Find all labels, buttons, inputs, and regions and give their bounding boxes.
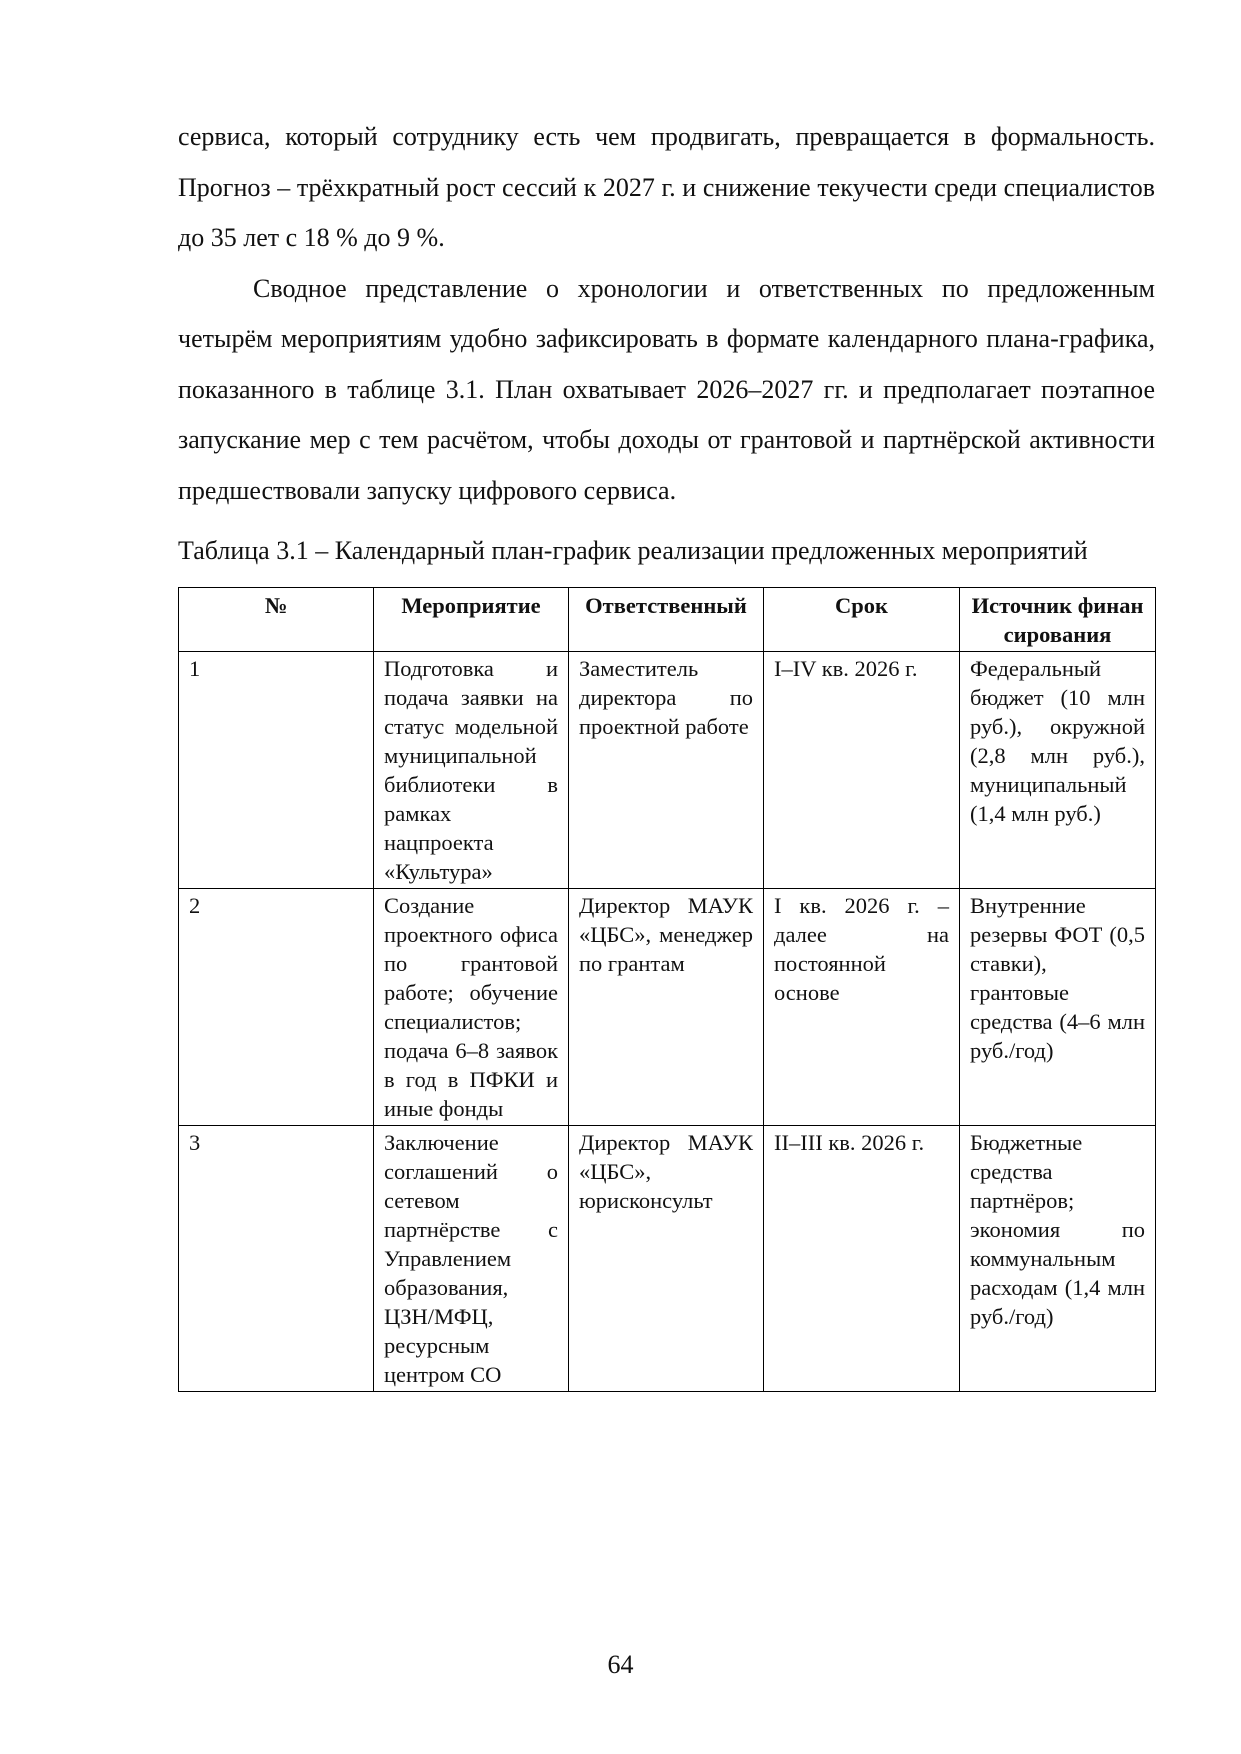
schedule-table [178,587,1156,1392]
cell-activity: Заключение соглашений о сетевом партнёрстве с Управлением образования, ЦЗН/МФЦ, ресурсным центром СО [374,1125,569,1391]
table-row [179,651,1156,888]
cell-activity: Создание проектного офиса по грантовой работе; обучение специалистов; подача 6–8 заявок в год в ПФКИ и иные фонды [374,888,569,1125]
cell-number: 1 [179,651,374,888]
paragraph-2: Сводное представление о хронологии и ответственных по предложенным четырём мероприятиям удобно зафиксировать в формате календарного плана-графика, показанного в таблице 3.1. План охватывает 2026–2027 гг. и предполагает поэтапное запускание мер с тем расчётом, чтобы доходы от грантовой и партнёрской активности предшествовали запуску цифрового сервиса. [178,273,1155,505]
cell-responsible: Заместитель директора по проектной работе [569,651,764,888]
cell-activity: Подготовка и подача заявки на статус модельной муниципальной библиотеки в рамках нацпроекта «Культура» [374,651,569,888]
cell-term: II–III кв. 2026 г. [764,1125,960,1391]
cell-number: 2 [179,888,374,1125]
cell-responsible: Директор МАУК «ЦБС», юрисконсульт [569,1125,764,1391]
document-page [178,112,1155,1392]
cell-funding: Бюджетные средства партнёров; экономия по коммунальным расходам (1,4 млн руб./год) [960,1125,1156,1391]
cell-number: 3 [179,1125,374,1391]
paragraph-1: сервиса, который сотруднику есть чем продвигать, превращается в формальность. Прогноз – трёхкратный рост сессий к 2027 г. и снижение текучести среди специалистов до 35 лет с 18 % до 9 %. [178,122,1155,252]
table-header-row [179,587,1156,651]
cell-responsible: Директор МАУК «ЦБС», менеджер по грантам [569,888,764,1125]
header-term: Срок [764,587,960,651]
table-row [179,888,1156,1125]
table-caption: Таблица 3.1 – Календарный план-график реализации предложенных мероприятий [178,536,1088,565]
cell-term: I–IV кв. 2026 г. [764,651,960,888]
table-row [179,1125,1156,1391]
cell-funding: Федеральный бюджет (10 млн руб.), окружной (2,8 млн руб.), муниципальный (1,4 млн руб.) [960,651,1156,888]
page-number: 64 [607,1650,634,1679]
header-activity: Мероприятие [374,587,569,651]
cell-term: I кв. 2026 г. – далее на постоянной основе [764,888,960,1125]
cell-funding: Внутренние резервы ФОТ (0,5 ставки), грантовые средства (4–6 млн руб./год) [960,888,1156,1125]
header-funding: Источник финансирования [960,587,1156,651]
header-responsible: Ответственный [569,587,764,651]
header-number: № [179,587,374,651]
